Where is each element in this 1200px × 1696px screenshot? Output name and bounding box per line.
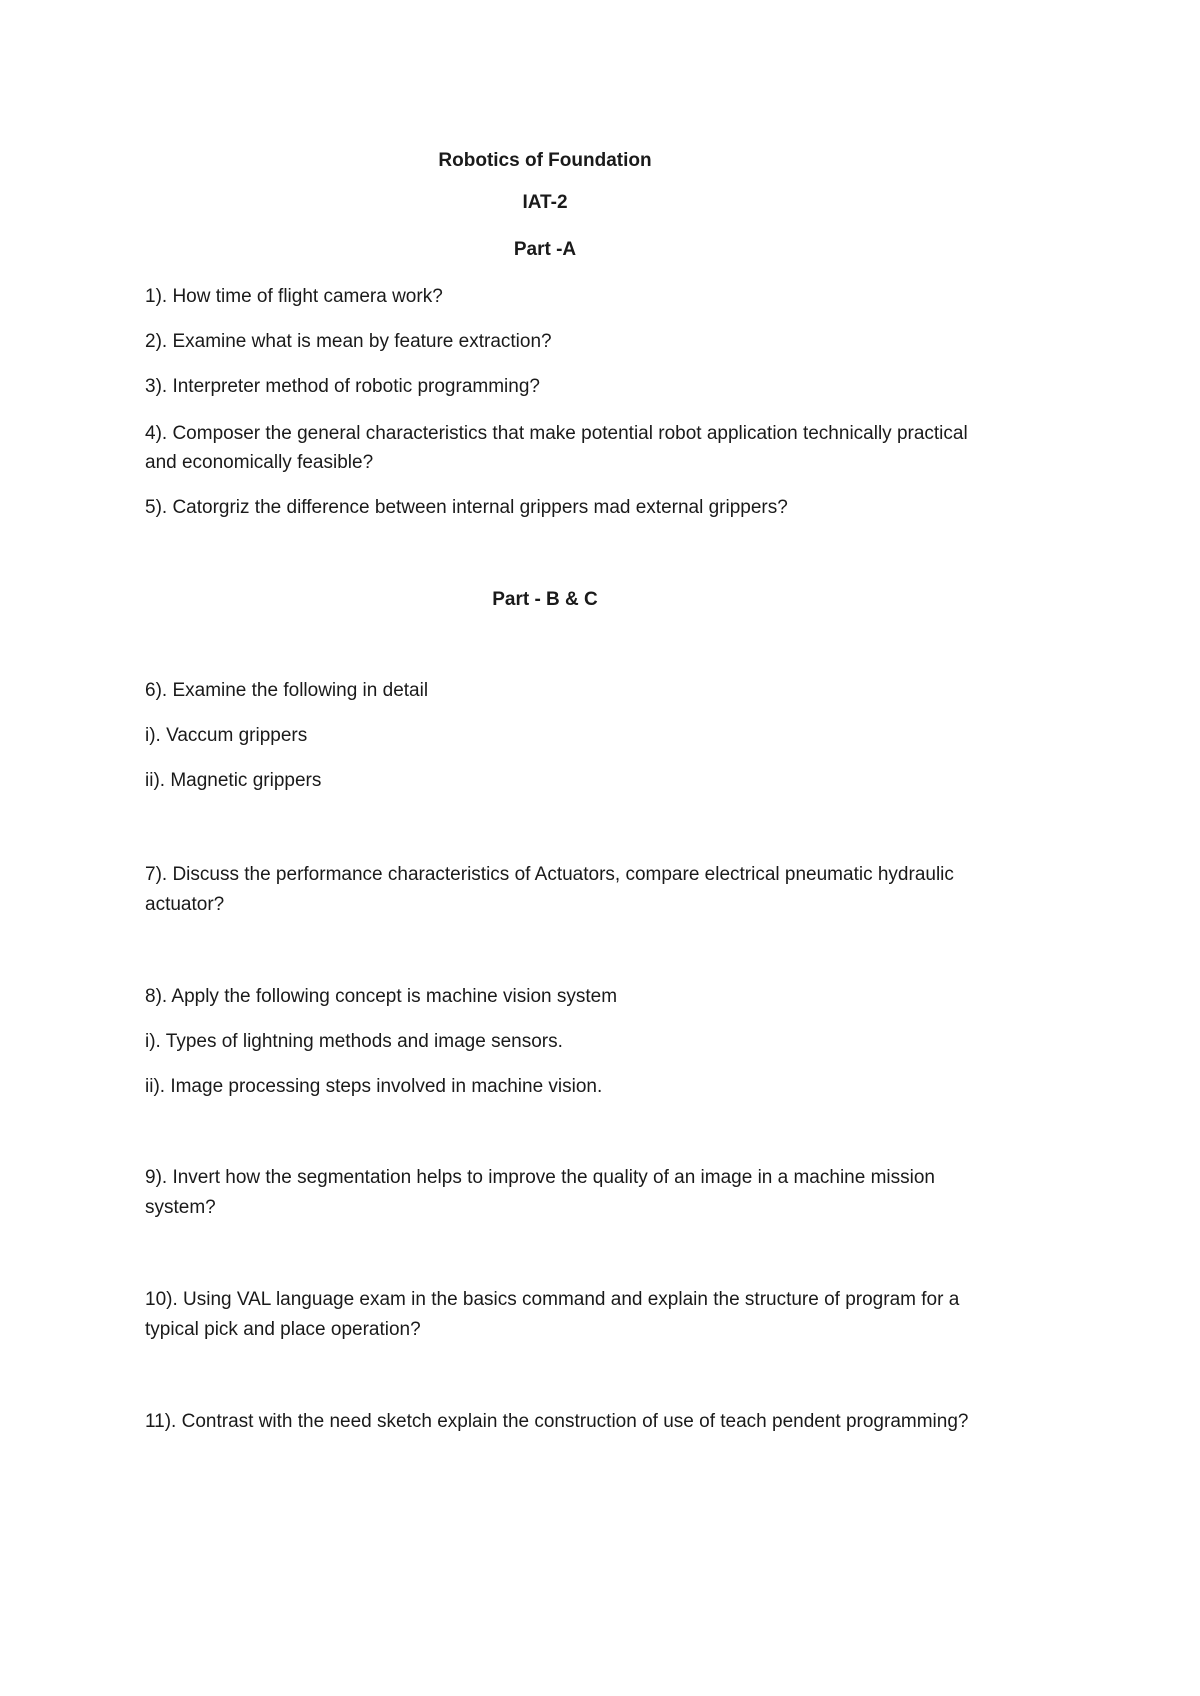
question-6-ii: ii). Magnetic grippers [145, 770, 322, 791]
question-8-i: i). Types of lightning methods and image sensors. [145, 1031, 563, 1052]
question-10-line-2: typical pick and place operation? [145, 1319, 421, 1340]
question-6: 6). Examine the following in detail [145, 680, 429, 701]
question-7-line-1: 7). Discuss the performance characteristics of Actuators, compare electrical pneumatic hydraulic [145, 864, 954, 885]
question-8: 8). Apply the following concept is machine vision system [145, 986, 618, 1007]
question-9-line-2: system? [145, 1197, 216, 1218]
question-7-line-2: actuator? [145, 894, 225, 915]
question-3: 3). Interpreter method of robotic programming? [145, 376, 540, 397]
question-10-line-1: 10). Using VAL language exam in the basics command and explain the structure of program for a [145, 1289, 960, 1310]
question-9-line-1: 9). Invert how the segmentation helps to improve the quality of an image in a machine mission [145, 1167, 935, 1188]
document-title: Robotics of Foundation [438, 150, 652, 171]
question-8-ii: ii). Image processing steps involved in machine vision. [145, 1076, 603, 1097]
part-a-heading: Part -A [513, 239, 577, 260]
question-5: 5). Catorgriz the difference between internal grippers mad external grippers? [145, 497, 788, 518]
exam-label: IAT-2 [522, 192, 568, 213]
question-2: 2). Examine what is mean by feature extraction? [145, 331, 552, 352]
question-6-i: i). Vaccum grippers [145, 725, 308, 746]
part-bc-heading: Part - B & C [492, 589, 598, 610]
question-11: 11). Contrast with the need sketch explain the construction of use of teach pendent programming? [145, 1411, 969, 1432]
question-4-line-2: and economically feasible? [145, 452, 374, 473]
question-4-line-1: 4). Composer the general characteristics that make potential robot application technically practical [145, 423, 968, 444]
question-1: 1). How time of flight camera work? [145, 286, 443, 307]
